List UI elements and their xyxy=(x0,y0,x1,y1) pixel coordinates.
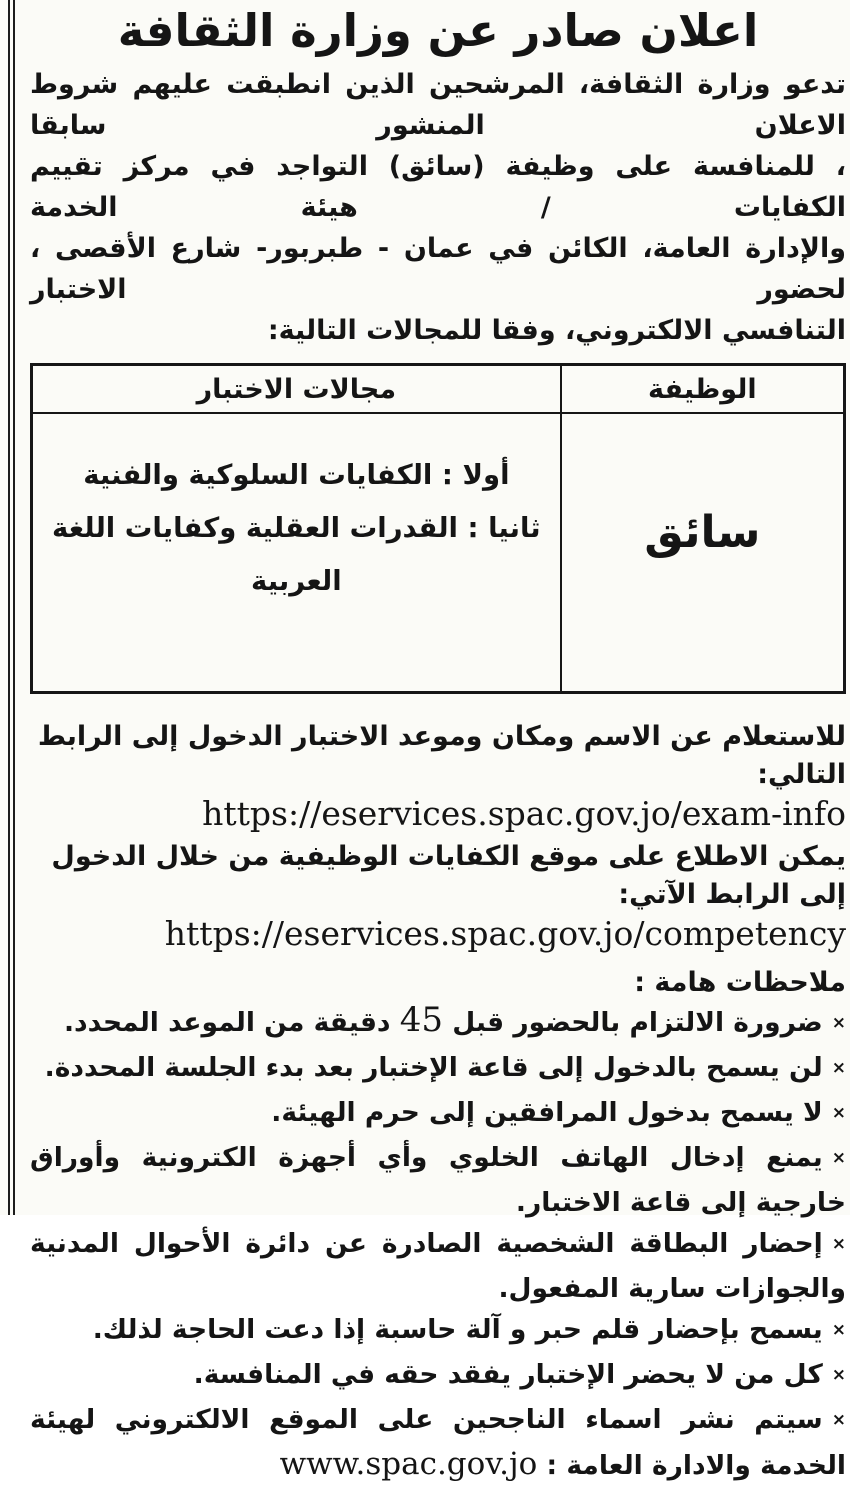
table-header-row xyxy=(32,365,845,414)
job-value-cell: سائق xyxy=(561,413,845,693)
note-text: ضرورة الالتزام بالحضور قبل xyxy=(452,1007,823,1038)
x-bullet-icon: × xyxy=(831,1103,846,1123)
note-item-2 xyxy=(30,1047,846,1092)
note-item-7 xyxy=(30,1354,846,1399)
note-text: يسمح بإحضار قلم حبر و آلة حاسبة إذا دعت الحاجة لذلك. xyxy=(92,1314,823,1345)
notes-heading: ملاحظات هامة : xyxy=(634,967,846,998)
note-item-3 xyxy=(30,1092,846,1137)
x-bullet-icon: × xyxy=(831,1234,846,1254)
announcement-body xyxy=(30,64,846,351)
note-text: دقيقة من الموعد المحدد. xyxy=(63,1007,391,1038)
note-item-1 xyxy=(30,1002,846,1047)
note-text: سيتم نشر اسماء الناجحين على الموقع الالكتروني لهيئة الخدمة والادارة العامة : xyxy=(30,1404,846,1481)
body-line-3: والإدارة العامة، الكائن في عمان - طبربور- شارع الأقصى ، لحضور الاختبار xyxy=(30,233,846,305)
exam-field-second: ثانيا : القدرات العقلية وكفايات اللغة العربية xyxy=(52,512,541,597)
page-left-border xyxy=(8,0,15,1215)
table-row xyxy=(32,413,845,693)
notes-list xyxy=(30,1002,846,1486)
spac-website-url: www.spac.gov.jo xyxy=(279,1446,538,1482)
note-item-5 xyxy=(30,1223,846,1309)
x-bullet-icon: × xyxy=(831,1365,846,1385)
note-text: إحضار البطاقة الشخصية الصادرة عن دائرة الأحوال المدنية والجوازات سارية المفعول. xyxy=(30,1228,846,1304)
note-text: يمنع إدخال الهاتف الخلوي وأي أجهزة الكترونية وأوراق خارجية إلى قاعة الاختبار. xyxy=(30,1142,846,1218)
note-item-4 xyxy=(30,1137,846,1223)
exam-fields-value-cell xyxy=(32,413,561,693)
note-text: لا يسمح بدخول المرافقين إلى حرم الهيئة. xyxy=(271,1097,823,1128)
x-bullet-icon: × xyxy=(831,1320,846,1340)
x-bullet-icon: × xyxy=(831,1410,846,1430)
body-line-1: تدعو وزارة الثقافة، المرشحين الذين انطبقت عليهم شروط الاعلان المنشور سابقا xyxy=(30,69,846,141)
exam-info-link-label: للاستعلام عن الاسم ومكان وموعد الاختبار الدخول إلى الرابط التالي: xyxy=(37,721,846,790)
body-line-2: ، للمنافسة على وظيفة (سائق) التواجد في مركز تقييم الكفايات / هيئة الخدمة xyxy=(30,151,846,223)
exam-info-url: https://eservices.spac.gov.jo/exam-info xyxy=(202,794,846,833)
minutes-number: 45 xyxy=(399,1000,444,1040)
note-text: لن يسمح بالدخول إلى قاعة الإختبار بعد بدء الجلسة المحددة. xyxy=(44,1052,823,1083)
x-bullet-icon: × xyxy=(831,1013,846,1033)
competency-url: https://eservices.spac.gov.jo/competency xyxy=(164,914,846,953)
note-item-6 xyxy=(30,1309,846,1354)
exam-field-first: أولا : الكفايات السلوكية والفنية xyxy=(83,459,510,491)
job-column-header: الوظيفة xyxy=(561,365,845,414)
announcement-title: اعلان صادر عن وزارة الثقافة xyxy=(117,4,759,57)
body-line-4: التنافسي الالكتروني، وفقا للمجالات التالية: xyxy=(267,315,846,346)
x-bullet-icon: × xyxy=(831,1148,846,1168)
note-text: كل من لا يحضر الإختبار يفقد حقه في المنافسة. xyxy=(193,1359,823,1390)
competency-link-label: يمكن الاطلاع على موقع الكفايات الوظيفية من خلال الدخول إلى الرابط الآتي: xyxy=(51,841,846,910)
note-item-8 xyxy=(30,1399,846,1486)
x-bullet-icon: × xyxy=(831,1058,846,1078)
exam-fields-column-header: مجالات الاختبار xyxy=(32,365,561,414)
announcement-content xyxy=(30,0,846,1486)
exam-fields-table xyxy=(30,363,846,694)
